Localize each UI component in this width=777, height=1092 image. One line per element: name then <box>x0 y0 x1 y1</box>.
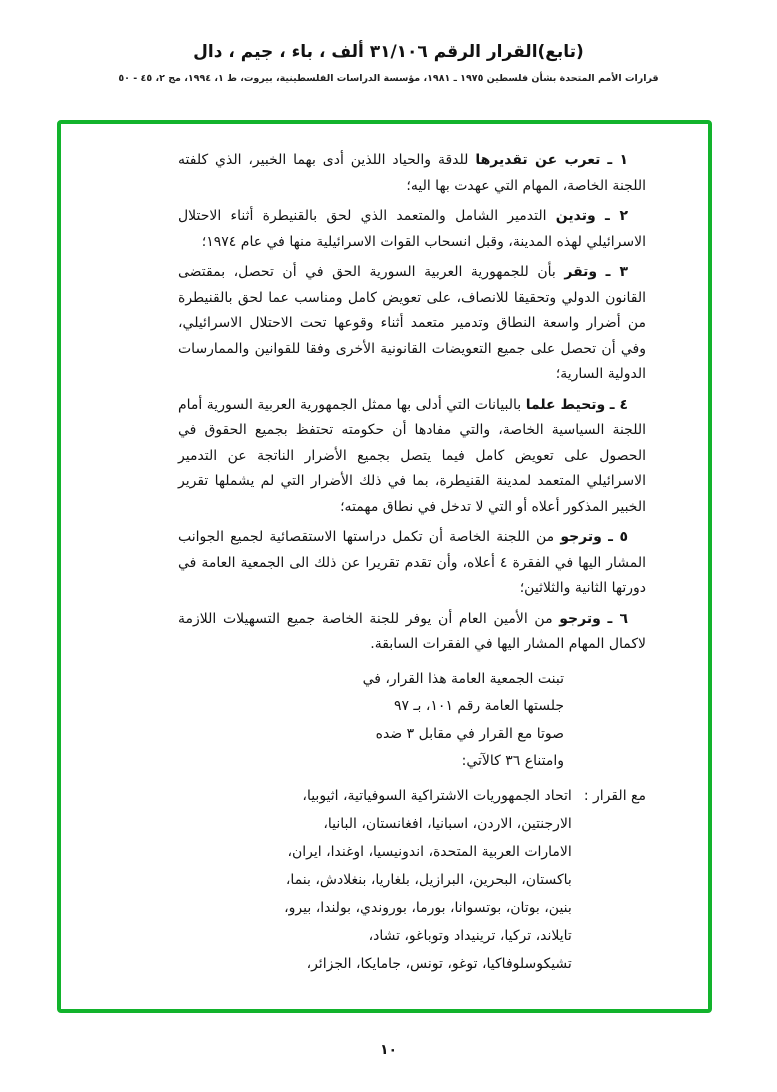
paragraph-6 <box>178 607 646 658</box>
paragraph-number: ٣ ـ <box>605 264 628 280</box>
paragraph-1 <box>178 148 646 199</box>
vote-country-list <box>284 782 572 978</box>
paragraph-lead: وتقر <box>564 264 598 280</box>
paragraph-text: من اللجنة الخاصة أن تكمل دراستها الاستقصائية لجميع الجوانب المشار اليها في الفقرة ٤ أعلاه، وأن تقدم تقريرا عن ذلك الى الجمعية العامة في دورتها الثانية والثلاثين؛ <box>178 529 647 596</box>
paragraph-5 <box>178 525 646 602</box>
paragraph-number: ٥ ـ <box>608 529 629 545</box>
source-citation: قرارات الأمم المتحدة بشأن فلسطين ١٩٧٥ ـ ١٩٨١، مؤسسة الدراسات الفلسطينية، بيروت، ط ١، ١٩٩٤، مج ٢، ٤٥ - ٥٠ <box>118 73 659 84</box>
vote-country-line: الارجنتين، الاردن، اسبانيا، افغانستان، البانيا، <box>323 815 572 832</box>
paragraph-text: التدمير الشامل والمتعمد الذي لحق بالقنيطرة أثناء الاحتلال الاسرائيلي لهذه المدينة، وقبل انسحاب القوات الاسرائيلية منها في عام ١٩٧٤؛ <box>178 208 646 250</box>
paragraph-lead: وتحيط علما <box>525 396 606 413</box>
paragraph-2 <box>178 204 646 255</box>
adoption-note <box>178 666 564 776</box>
highlight-annotation-box <box>57 120 712 1013</box>
adoption-line: تبنت الجمعية العامة هذا القرار، في <box>362 670 564 687</box>
vote-country-line: اتحاد الجمهوريات الاشتراكية السوفياتية، اثيوبيا، <box>302 787 572 804</box>
paragraph-lead: وترجو <box>559 610 601 627</box>
adoption-line: صوتا مع القرار في مقابل ٣ ضده <box>375 725 564 742</box>
vote-record <box>178 782 646 978</box>
paragraph-lead: وتدين <box>555 208 596 224</box>
vote-in-favor-label: مع القرار : <box>583 787 646 804</box>
paragraph-number: ٦ ـ <box>607 610 628 627</box>
paragraph-text: بالبيانات التي أدلى بها ممثل الجمهورية العربية السورية أمام اللجنة السياسية الخاصة، والتي مفادها أن حكومته تحتفظ بجميع الحقوق في الحصول على تعويض كامل فيما يتصل بجميع الأضرار الناتجة عن التدمير الاسرائيلي المتعمد لمدينة القنيطرة، بما في ذلك الأضرار التي لم يشملها تقرير الخبير المذكور أعلاه أو التي لا تدخل في نطاق مهمته؛ <box>178 396 646 515</box>
paragraph-text: بأن للجمهورية العربية السورية الحق في أن تحصل، بمقتضى القانون الدولي وتحقيقا للانصاف، على تعويض كامل ومناسب عما لحق بالقنيطرة من أضرار واسعة النطاق وتدمير متعمد أثناء وقوعها تحت الاحتلال الاسرائيلي، وفي أن تحصل على جميع التعويضات القانونية الأخرى وفقا للقوانين والممارسات الدولية السارية؛ <box>178 264 646 382</box>
vote-country-line: تايلاند، تركيا، ترينيداد وتوباغو، تشاد، <box>368 927 572 944</box>
paragraph-text: للدقة والحياد اللذين أدى بهما الخبير، الذي كلفته اللجنة الخاصة، المهام التي عهدت بها اليه؛ <box>178 152 646 194</box>
paragraph-lead: تعرب عن تقديرها <box>475 152 601 168</box>
paragraph-3 <box>178 260 646 388</box>
paragraph-number: ١ ـ <box>607 152 628 168</box>
paragraph-number: ٢ ـ <box>604 208 628 224</box>
paragraph-lead: وترجو <box>560 529 602 545</box>
adoption-line: وامتناع ٣٦ كالآتي: <box>461 753 564 769</box>
vote-country-line: الامارات العربية المتحدة، اندونيسيا، اوغندا، ايران، <box>287 843 572 860</box>
page-number: ١٠ <box>379 1042 398 1058</box>
vote-country-line: بنين، بوتان، بوتسوانا، بورما، بوروندي، بولندا، بيرو، <box>284 899 572 916</box>
vote-country-line: باكستان، البحرين، البرازيل، بلغاريا، بنغلادش، بنما، <box>285 871 572 888</box>
adoption-line: جلستها العامة رقم ١٠١، بـ ٩٧ <box>393 698 564 714</box>
document-header <box>0 0 777 84</box>
resolution-title: (تابع)القرار الرقم ٣١/١٠٦ ألف ، باء ، جيم ، دال <box>193 42 584 62</box>
paragraph-number: ٤ ـ <box>609 396 628 413</box>
vote-country-line: تشيكوسلوفاكيا، توغو، تونس، جامايكا، الجزائر، <box>306 955 572 972</box>
paragraph-text: من الأمين العام أن يوفر للجنة الخاصة جميع التسهيلات اللازمة لاكمال المهام المشار اليها في الفقرات السابقة. <box>178 610 646 652</box>
paragraph-4 <box>178 393 646 521</box>
